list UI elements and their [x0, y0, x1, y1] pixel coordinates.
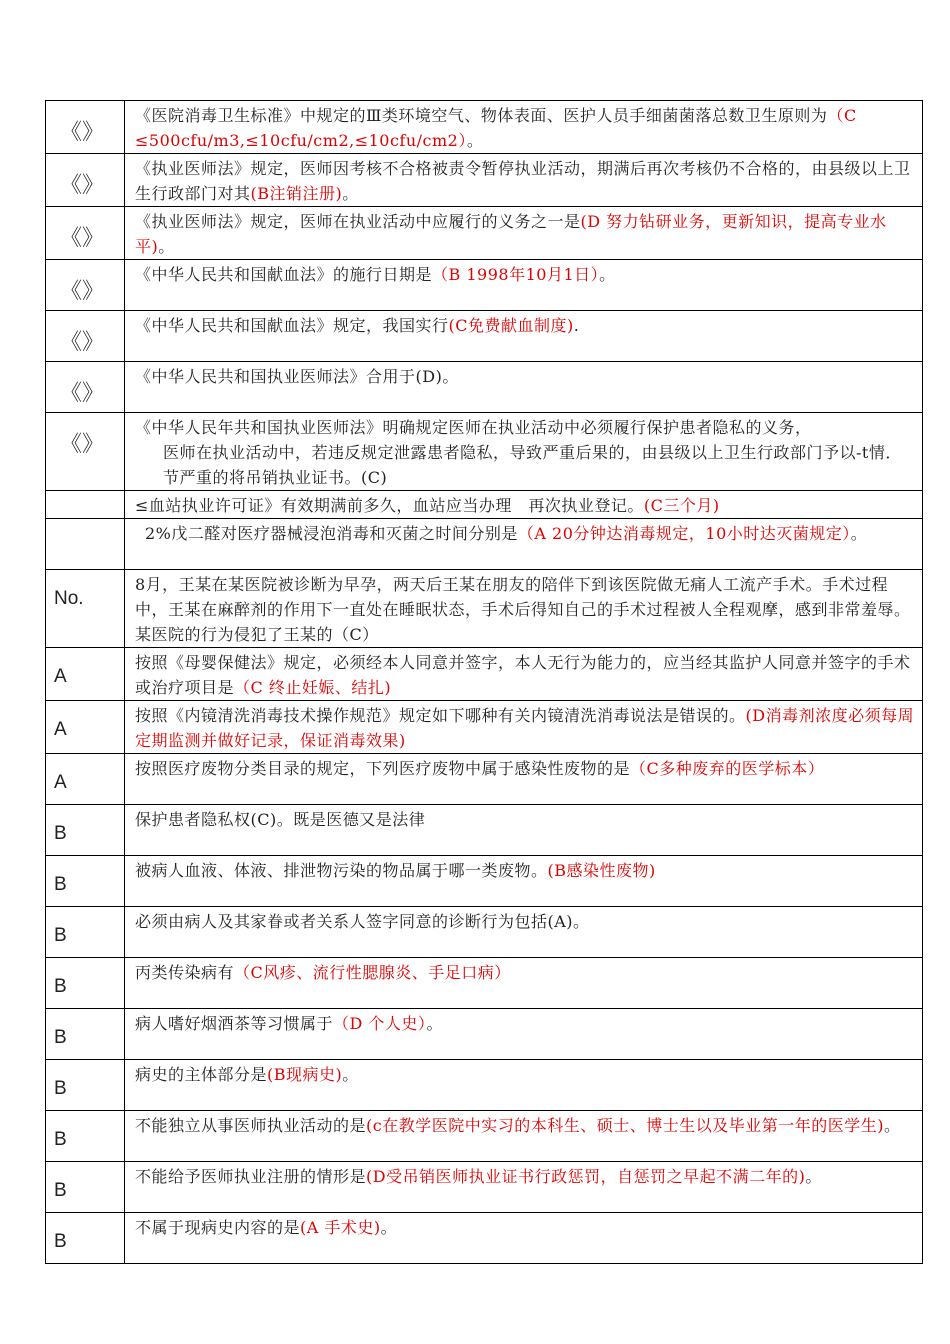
- row-key: [46, 519, 125, 570]
- question-text: 《中华人民共和国献血法》的施行日期是（B 1998年10月1日）。: [125, 260, 923, 311]
- table-row: [46, 805, 923, 856]
- question-text: 《中华人民共和国献血法》规定，我国实行(C免费献血制度).: [125, 311, 923, 362]
- row-key: B: [46, 1213, 125, 1264]
- table-row: [46, 701, 923, 754]
- question-text: ≤血站执业许可证》有效期满前多久，血站应当办理 再次执业登记。(C三个月): [125, 491, 923, 519]
- row-key: B: [46, 856, 125, 907]
- table-row: [46, 856, 923, 907]
- answer-text: (C三个月): [643, 496, 720, 515]
- row-key: [46, 491, 125, 519]
- question-text: 按照《母婴保健法》规定，必须经本人同意并签字，本人无行为能力的，应当经其监护人同意并签字的手术或治疗项目是（C 终止妊娠、结扎): [125, 648, 923, 701]
- row-key: B: [46, 958, 125, 1009]
- question-text: 按照《内镜清洗消毒技术操作规范》规定如下哪种有关内镜清洗消毒说法是错误的。(D消毒剂浓度必须每周定期监测并做好记录，保证消毒效果): [125, 701, 923, 754]
- question-text: 《中华人民共和国执业医师法》合用于(D)。: [125, 362, 923, 413]
- row-key: A: [46, 754, 125, 805]
- table-row: [46, 754, 923, 805]
- row-key: B: [46, 1009, 125, 1060]
- row-key: 《》: [46, 311, 125, 362]
- table-row: [46, 907, 923, 958]
- row-key: 《》: [46, 101, 125, 154]
- table-row: [46, 1213, 923, 1264]
- question-text: 8月，王某在某医院被诊断为早孕，两天后王某在朋友的陪伴下到该医院做无痛人工流产手术。手术过程中，王某在麻醉剂的作用下一直处在睡眠状态，手术后得知自己的手术过程被人全程观摩，感到非常羞辱。某医院的行为侵犯了王某的（C）: [125, 570, 923, 648]
- row-key: B: [46, 907, 125, 958]
- question-text: 《执业医师法》规定，医师因考核不合格被责令暂停执业活动，期满后再次考核仍不合格的，由县级以上卫生行政部门对其(B注销注册)。: [125, 154, 923, 207]
- table-row: [46, 1060, 923, 1111]
- answer-text: (B感染性废物): [547, 861, 656, 880]
- answer-text: （B 1998年10月1日）: [432, 265, 600, 284]
- question-text: 病史的主体部分是(B现病史)。: [125, 1060, 923, 1111]
- question-text: 病人嗜好烟酒茶等习惯属于（D 个人史）。: [125, 1009, 923, 1060]
- question-text: 必须由病人及其家眷或者关系人签字同意的诊断行为包括(A)。: [125, 907, 923, 958]
- answer-text: （D 个人史）: [333, 1014, 427, 1033]
- table-row: [46, 1162, 923, 1213]
- table-row: [46, 154, 923, 207]
- answer-text: （C多种废弃的医学标本）: [630, 759, 825, 778]
- answer-text: (D受吊销医师执业证书行政惩罚，自惩罚之早起不满二年的): [366, 1167, 806, 1186]
- table-row: [46, 1009, 923, 1060]
- row-key: B: [46, 1111, 125, 1162]
- answer-text: (B现病史): [267, 1065, 343, 1084]
- question-text: 丙类传染病有（C风疹、流行性腮腺炎、手足口病）: [125, 958, 923, 1009]
- table-row: [46, 958, 923, 1009]
- question-text: 不属于现病史内容的是(A 手术史)。: [125, 1213, 923, 1264]
- row-key: B: [46, 1162, 125, 1213]
- row-key: 《》: [46, 260, 125, 311]
- table-row: [46, 491, 923, 519]
- row-key: 《》: [46, 413, 125, 491]
- answer-text: （C风疹、流行性腮腺炎、手足口病）: [234, 963, 511, 982]
- answer-text: (C免费献血制度): [448, 316, 574, 335]
- table-row: [46, 648, 923, 701]
- table-row: [46, 519, 923, 570]
- answer-text: （C 终止妊娠、结扎): [234, 678, 392, 697]
- answer-text: （C ≤500cfu/m3,≤10cfu/cm2,≤10cfu/cm2）: [135, 106, 857, 150]
- table-row: [46, 413, 923, 491]
- table-row: [46, 101, 923, 154]
- row-key: No.: [46, 570, 125, 648]
- table-row: [46, 570, 923, 648]
- table-row: [46, 311, 923, 362]
- row-key: B: [46, 1060, 125, 1111]
- question-text: 不能给予医师执业注册的情形是(D受吊销医师执业证书行政惩罚，自惩罚之早起不满二年的)。: [125, 1162, 923, 1213]
- question-table: [45, 100, 923, 1264]
- row-key: A: [46, 701, 125, 754]
- question-text: 保护患者隐私权(C)。既是医德又是法律: [125, 805, 923, 856]
- row-key: B: [46, 805, 125, 856]
- table-row: [46, 1111, 923, 1162]
- answer-text: (D消毒剂浓度必须每周定期监测并做好记录，保证消毒效果): [135, 706, 915, 750]
- question-text: 《中华人民年共和国执业医师法》明确规定医师在执业活动中必须履行保护患者隐私的义务， 医师在执业活动中，若违反规定泄露患者隐私，导致严重后果的，由县级以上卫生行政部门予以-t情．节严重的将吊销执业证书。(C): [125, 413, 923, 491]
- table-row: [46, 362, 923, 413]
- answer-text: （A 20分钟达消毒规定，10小时达灭菌规定）: [517, 524, 851, 543]
- question-text: 《执业医师法》规定，医师在执业活动中应履行的义务之一是(D 努力钻研业务，更新知识，提高专业水平)。: [125, 207, 923, 260]
- answer-text: (c在教学医院中实习的本科生、硕士、博士生以及毕业第一年的医学生): [366, 1116, 884, 1135]
- question-text: 被病人血液、体液、排泄物污染的物品属于哪一类废物。(B感染性废物): [125, 856, 923, 907]
- question-text: 不能独立从事医师执业活动的是(c在教学医院中实习的本科生、硕士、博士生以及毕业第一年的医学生)。: [125, 1111, 923, 1162]
- answer-text: (A 手术史): [300, 1218, 381, 1237]
- answer-text: (B注销注册): [250, 184, 343, 203]
- row-key: 《》: [46, 154, 125, 207]
- row-key: 《》: [46, 362, 125, 413]
- table-row: [46, 260, 923, 311]
- answer-text: (D 努力钻研业务，更新知识，提高专业水平): [135, 212, 887, 256]
- question-text: 《医院消毒卫生标准》中规定的Ⅲ类环境空气、物体表面、医护人员手细菌菌落总数卫生原则为（C ≤500cfu/m3,≤10cfu/cm2,≤10cfu/cm2）。: [125, 101, 923, 154]
- question-text: 按照医疗废物分类目录的规定，下列医疗废物中属于感染性废物的是（C多种废弃的医学标本）: [125, 754, 923, 805]
- row-key: 《》: [46, 207, 125, 260]
- question-text: 2%戊二醛对医疗器械浸泡消毒和灭菌之时间分别是（A 20分钟达消毒规定，10小时达灭菌规定）。: [125, 519, 923, 570]
- row-key: A: [46, 648, 125, 701]
- table-row: [46, 207, 923, 260]
